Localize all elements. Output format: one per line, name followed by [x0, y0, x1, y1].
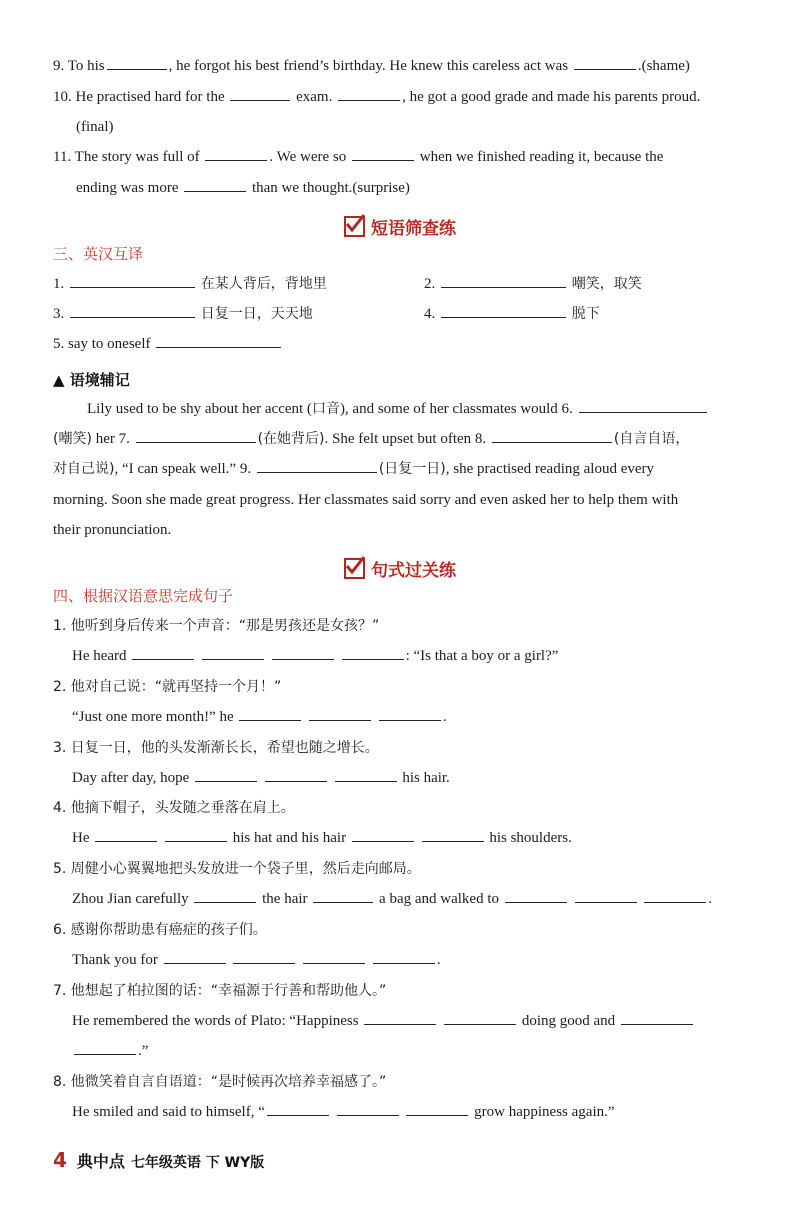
answer-blank[interactable]: [364, 1010, 436, 1025]
answer-blank[interactable]: [313, 888, 373, 903]
answer-blank[interactable]: [194, 888, 256, 903]
context-line-4: morning. Soon she made great progress. Her classmates said sorry and even asked her to help them with: [53, 492, 679, 508]
answer-blank[interactable]: [239, 706, 301, 721]
answer-blank[interactable]: [492, 428, 612, 443]
sentence-6-zh: 6. 感谢你帮助患有癌症的孩子们。: [53, 922, 267, 938]
answer-blank[interactable]: [309, 706, 371, 721]
answer-blank[interactable]: [352, 827, 414, 842]
subsection-title-translate: 三、英汉互译: [53, 245, 144, 263]
answer-blank[interactable]: [107, 55, 167, 70]
answer-blank[interactable]: [338, 86, 400, 101]
subsection-title-complete-sentences: 四、根据汉语意思完成句子: [53, 587, 234, 605]
answer-blank[interactable]: [342, 645, 404, 660]
answer-blank[interactable]: [205, 146, 267, 161]
sentence-5-zh: 5. 周健小心翼翼地把头发放进一个袋子里，然后走向邮局。: [53, 861, 421, 877]
sentence-4-en: He his hat and his hair his shoulders.: [72, 827, 748, 849]
answer-blank[interactable]: [444, 1010, 516, 1025]
phrase-item-2: 2. 嘲笑，取笑: [424, 273, 748, 295]
checkbox-icon: [344, 216, 365, 237]
sentence-7-en: He remembered the words of Plato: “Happiness doing good and: [72, 1010, 748, 1032]
sentence-4-zh: 4. 他摘下帽子，头发随之垂落在肩上。: [53, 800, 295, 816]
book-title: 七年级英语 下 WY版: [130, 1155, 265, 1171]
context-line-5: their pronunciation.: [53, 522, 172, 538]
answer-blank[interactable]: [574, 55, 636, 70]
sentence-7-en-cont: .”: [72, 1040, 748, 1062]
context-line-2: (嘲笑) her 7. (在她背后). She felt upset but often 8. (自言自语，: [53, 428, 748, 450]
answer-blank[interactable]: [441, 273, 566, 288]
answer-blank[interactable]: [406, 1101, 468, 1116]
answer-blank[interactable]: [441, 303, 566, 318]
page-footer: [53, 1148, 264, 1172]
answer-blank[interactable]: [303, 949, 365, 964]
sentence-5-en: Zhou Jian carefully the hair a bag and walked to .: [72, 888, 748, 910]
phrase-item-3: 3. 日复一日，天天地: [53, 303, 748, 325]
answer-blank[interactable]: [644, 888, 706, 903]
question-11: 11. The story was full of . We were so when we finished reading it, because the: [53, 146, 748, 168]
answer-blank[interactable]: [422, 827, 484, 842]
sentence-3-en: Day after day, hope his hair.: [72, 767, 748, 789]
question-9: 9. To his , he forgot his best friend’s birthday. He knew this careless act was .(shame): [53, 55, 748, 77]
page-number: 4: [53, 1148, 67, 1172]
answer-blank[interactable]: [575, 888, 637, 903]
question-11-cont: ending was more than we thought.(surprise): [76, 177, 748, 199]
publisher-logo: 典中点: [76, 1152, 125, 1171]
question-10-cont: (final): [76, 119, 114, 135]
question-10: 10. He practised hard for the exam. , he got a good grade and made his parents proud.: [53, 86, 748, 108]
answer-blank[interactable]: [505, 888, 567, 903]
answer-blank[interactable]: [95, 827, 157, 842]
answer-blank[interactable]: [74, 1040, 136, 1055]
context-line-3: 对自己说), “I can speak well.” 9. (日复一日), she practised reading aloud every: [53, 458, 748, 480]
answer-blank[interactable]: [132, 645, 194, 660]
sentence-8-en: He smiled and said to himself, “ grow happiness again.”: [72, 1101, 748, 1123]
answer-blank[interactable]: [373, 949, 435, 964]
sentence-8-zh: 8. 他微笑着自言自语道：“是时候再次培养幸福感了。”: [53, 1074, 387, 1090]
answer-blank[interactable]: [195, 767, 257, 782]
answer-blank[interactable]: [337, 1101, 399, 1116]
sentence-1-zh: 1. 他听到身后传来一个声音：“那是男孩还是女孩？”: [53, 618, 380, 634]
sentence-3-zh: 3. 日复一日，他的头发渐渐长长，希望也随之增长。: [53, 740, 379, 756]
answer-blank[interactable]: [265, 767, 327, 782]
answer-blank[interactable]: [136, 428, 256, 443]
answer-blank[interactable]: [202, 645, 264, 660]
answer-blank[interactable]: [335, 767, 397, 782]
sentence-2-en: “Just one more month!” he .: [72, 706, 748, 728]
answer-blank[interactable]: [184, 177, 246, 192]
sentence-2-zh: 2. 他对自己说：“就再坚持一个月！”: [53, 679, 282, 695]
answer-blank[interactable]: [272, 645, 334, 660]
context-title: ▲ 语境辅记: [53, 371, 130, 389]
section-title-phrase-drill: 短语筛查练: [0, 214, 800, 239]
phrase-item-1: 1. 在某人背后，背地里: [53, 273, 748, 295]
answer-blank[interactable]: [621, 1010, 693, 1025]
answer-blank[interactable]: [70, 303, 195, 318]
phrase-item-5: 5. say to oneself: [53, 333, 748, 355]
answer-blank[interactable]: [267, 1101, 329, 1116]
sentence-1-en: He heard : “Is that a boy or a girl?”: [72, 645, 748, 667]
answer-blank[interactable]: [379, 706, 441, 721]
answer-blank[interactable]: [233, 949, 295, 964]
phrase-item-4: 4. 脱下: [424, 303, 748, 325]
answer-blank[interactable]: [156, 333, 281, 348]
sentence-7-zh: 7. 他想起了柏拉图的话：“幸福源于行善和帮助他人。”: [53, 983, 387, 999]
answer-blank[interactable]: [352, 146, 414, 161]
sentence-6-en: Thank you for .: [72, 949, 748, 971]
section-title-sentence-drill: 句式过关练: [0, 556, 800, 581]
answer-blank[interactable]: [164, 949, 226, 964]
answer-blank[interactable]: [257, 458, 377, 473]
answer-blank[interactable]: [165, 827, 227, 842]
context-line-1: Lily used to be shy about her accent (口音), and some of her classmates would 6.: [87, 398, 748, 420]
checkbox-icon: [344, 558, 365, 579]
answer-blank[interactable]: [70, 273, 195, 288]
answer-blank[interactable]: [579, 398, 707, 413]
answer-blank[interactable]: [230, 86, 290, 101]
graduation-cap-icon: ▲: [53, 371, 65, 389]
